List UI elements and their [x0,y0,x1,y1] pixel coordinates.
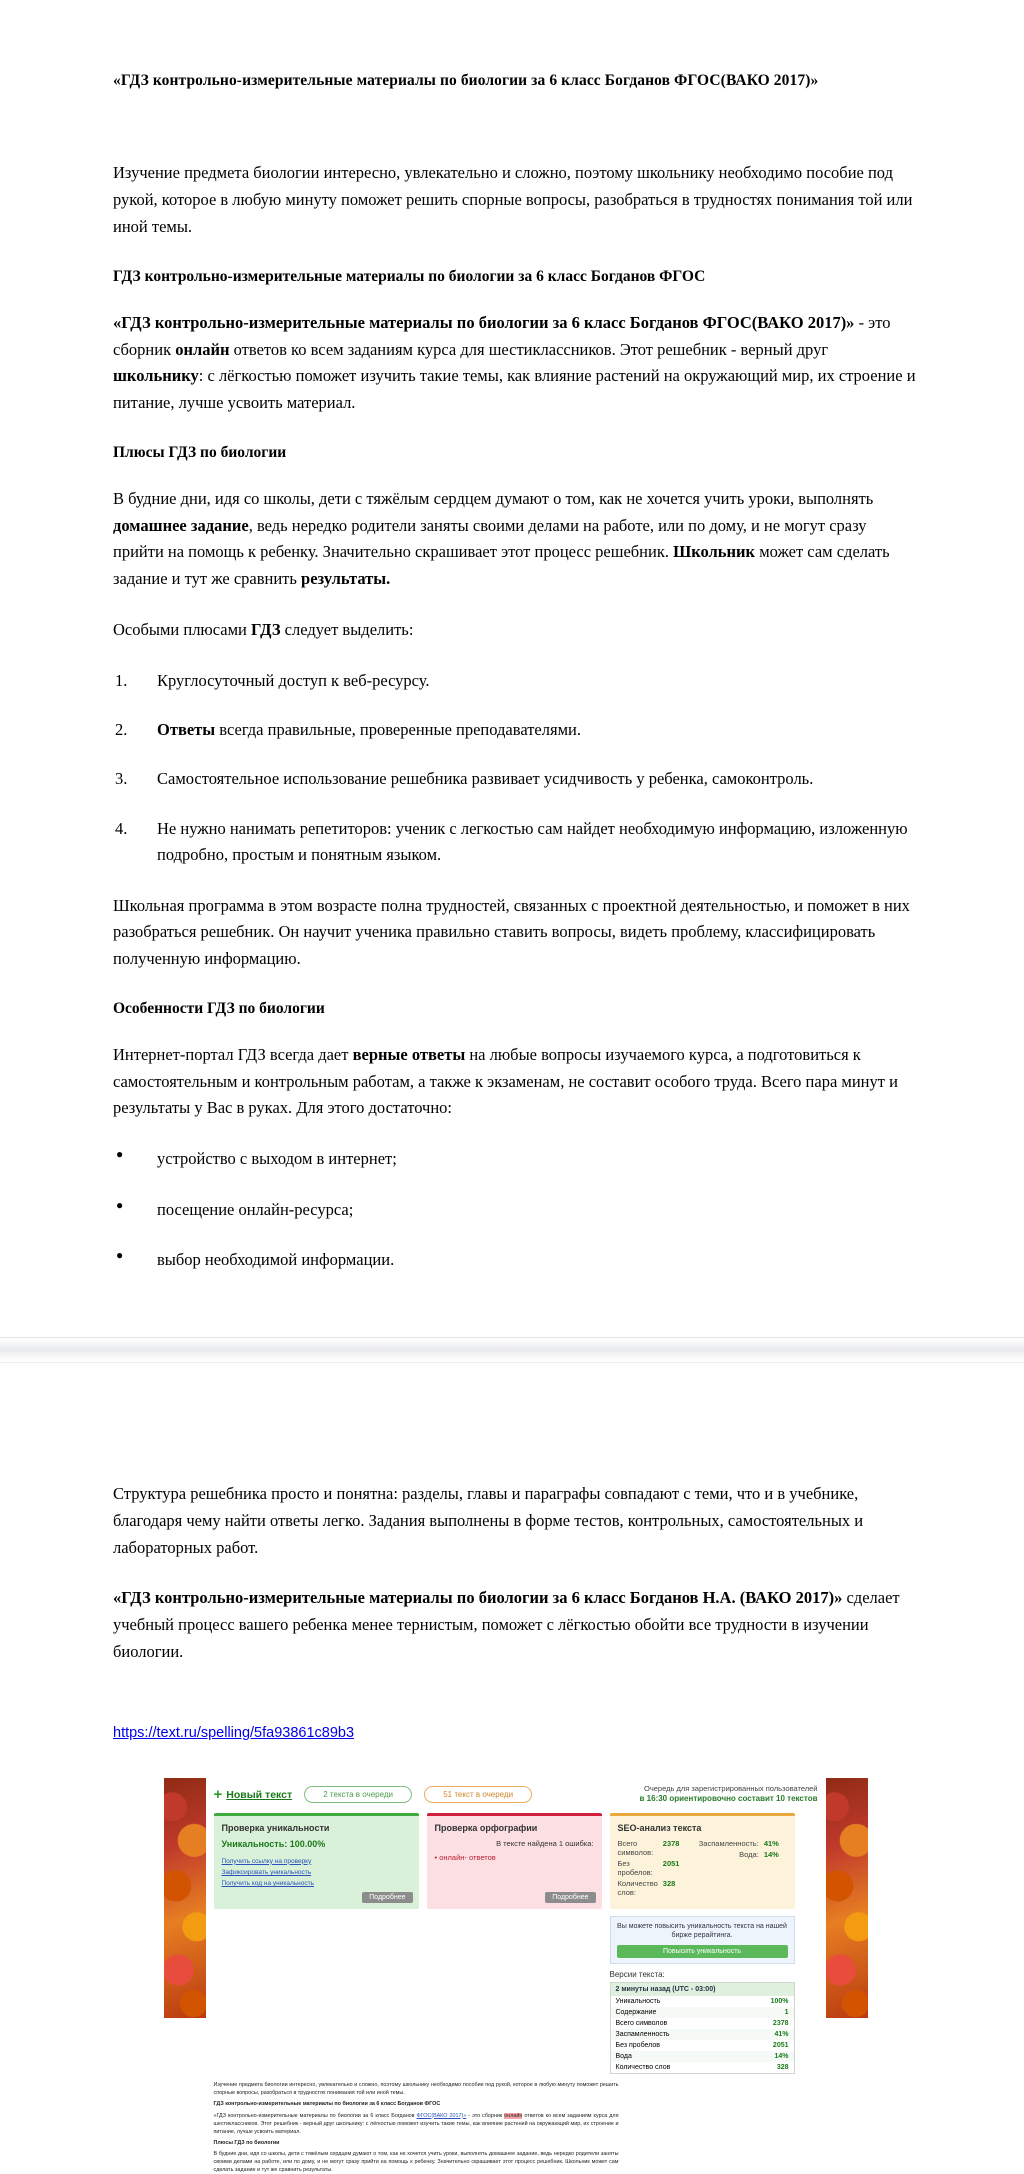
seo-stats-col-2 [699,1839,790,1899]
paragraph-2-bold-1: «ГДЗ контрольно-измерительные материалы по биологии за 6 класс Богданов ФГОС(ВАКО 2017)» [113,312,855,332]
uniqueness-details-button[interactable]: Подробнее [362,1892,412,1903]
list-item: ● посещение онлайн-ресурса; [113,1197,918,1223]
spelling-error-text: онлайн- ответов [439,1852,496,1862]
queue-note-line-1: Очередь для зарегистрированных пользователей [644,1784,818,1794]
paragraph-2-text-1: - это сборник [113,312,891,359]
paragraph-5-text-1: Интернет-портал ГДЗ всегда дает [113,1044,353,1064]
new-text-button[interactable] [214,1787,293,1802]
result-cards [214,1813,818,2075]
paragraph-7-bold: «ГДЗ контрольно-измерительные материалы по биологии за 6 класс Богданов Н.А. (ВАКО 2017)» [113,1588,843,1608]
version-key: Уникальность [615,1998,661,2006]
queue-note-line-2: в 16:30 ориентировочно составит 10 текстов [639,1794,818,1804]
seo-key: Заспамленность: [698,1838,759,1848]
list-item-text: всегда правильные, проверенные преподавателями. [215,719,581,739]
paragraph-5 [113,1042,918,1122]
list-item [113,668,918,694]
seo-key: Вода: [739,1849,759,1859]
seo-key: Всего символов: [617,1838,654,1857]
list-item [113,766,918,792]
version-key: Вода [615,2053,632,2061]
preview-paragraph-3 [214,2112,619,2136]
autumn-leaves-decoration-right [826,1778,868,2018]
paragraph-3 [113,486,918,593]
document-page-2 [0,1363,1024,2174]
version-row [611,2040,794,2051]
seo-row [618,1859,689,1877]
paragraph-2-bold-2: онлайн [175,339,230,359]
seo-row [699,1839,790,1848]
uniqueness-card-title: Проверка уникальности [221,1822,330,1833]
section-heading-1: ГДЗ контрольно-измерительные материалы по биологии за 6 класс Богданов ФГОС [113,267,706,285]
section-heading-2: Плюсы ГДЗ по биологии [113,443,287,461]
spelling-card [427,1813,602,1909]
list-item [113,816,918,869]
list-item: ● устройство с выходом в интернет; [113,1146,918,1172]
seo-row [618,1879,689,1897]
paragraph-3-text-1: В будние дни, идя со школы, дети с тяжёлым сердцем думают о том, как не хочется учить уроки, выполнять [113,489,874,508]
seo-value: 2051 [662,1858,680,1868]
paragraph-3-bold-1: домашнее задание [113,515,249,535]
new-text-label: Новый текст [226,1788,293,1801]
uniqueness-value-row [222,1839,411,1849]
rewrite-promo [610,1916,795,1965]
screenshot-toolbar [214,1784,818,1806]
document-preview-text [214,2081,625,2174]
list-item-text: Самостоятельное использование решебника развивает усидчивость у ребенка, самоконтроль. [157,769,814,789]
preview-p3-c: ответов ко всем заданиям курса для шестиклассников. Этот решебник - верный друг школьнику: с лёгкостью поможет изучить такие темы, как влияние растений на окружающий мир, их строение и питание, лучше усвоить материал. [213,2112,619,2135]
page-break-divider [0,1337,1024,1363]
spelling-card-title: Проверка орфографии [434,1822,538,1833]
seo-card-title: SEO-анализ текста [617,1822,702,1833]
version-value: 328 [776,2064,789,2072]
paragraph-3-bold-2: Школьник [673,542,756,562]
preview-p3-link[interactable]: ФГОС(ВАКО 2017)» [416,2112,467,2119]
preview-p3-a: «ГДЗ контрольно-измерительные материалы по биологии за 6 класс Богданов [213,2112,417,2119]
version-row [611,2007,794,2018]
paragraph-7-text: сделает учебный процесс вашего ребенка менее тернистым, поможет с лёгкостью обойти все трудности в изучении биологии. [113,1588,900,1661]
version-value: 41% [774,2031,789,2039]
version-value: 100% [770,1998,789,2006]
source-link[interactable]: https://text.ru/spelling/5fa93861c89b3 [113,1724,355,1741]
increase-uniqueness-button[interactable]: Повысить уникальность [617,1945,788,1958]
uniqueness-value: 100.00% [289,1838,326,1849]
queue-note [640,1784,818,1805]
get-uniqueness-code-link[interactable]: Получить код на уникальность [221,1880,314,1888]
uniqueness-card-links [222,1856,411,1890]
preview-paragraph-5: В будние дни, идя со школы, дети с тяжёлым сердцем думают о том, как не хочется учить уроки, выполнять домашнее задание, ведь нередко родители заняты своими делами на работе, или по дому, и не могут сразу прийти на помощь к ребенку. Значительно скрашивает этот процесс решебник. Школьник может сам сделать задание и тут же сравнить результаты. [213,2150,619,2174]
seo-value: 328 [662,1878,676,1888]
paragraph-3-text-2: , ведь нередко родители заняты своими делами на работе, или по дому, и не могут сразу прийти на помощь к ребенку. Значительно скрашивает этот процесс решебник. [113,515,867,562]
preview-heading: ГДЗ контрольно-измерительные материалы по биологии за 6 класс Богданов ФГОС [213,2101,441,2108]
seo-key: Без пробелов: [617,1858,653,1877]
version-value: 2378 [772,2020,789,2028]
version-row [611,2018,794,2029]
seo-value: 41% [763,1838,779,1848]
page-title: «ГДЗ контрольно-измерительные материалы по биологии за 6 класс Богданов ФГОС(ВАКО 2017)» [113,72,819,89]
versions-title: Версии текста: [609,1970,665,1980]
seo-row [699,1850,790,1859]
seo-value: 2378 [662,1838,680,1848]
paragraph-2-text-3: : с лёгкостью поможет изучить такие темы, как влияние растений на окружающий мир, их строение и питание, лучше усвоить материал. [113,366,916,413]
lead-in-bold: ГДЗ [251,619,281,639]
textru-result-screenshot [164,1778,868,2174]
seo-row [618,1839,689,1857]
intro-paragraph: Изучение предмета биологии интересно, увлекательно и сложно, поэтому школьнику необходимо пособие под рукой, которое в любую минуту поможет решить спорные вопросы, разобраться в трудностях понимания той или иной темы. [113,163,913,236]
seo-value: 14% [763,1849,779,1859]
seo-stats-col-1 [618,1839,689,1899]
spelling-details-button[interactable]: Подробнее [545,1892,595,1903]
paragraph-4: Школьная программа в этом возрасте полна трудностей, связанных с проектной деятельностью, и поможет в них разобраться решебник. Он научит ученика правильно ставить вопросы, видеть проблему, классифицировать полученную информацию. [113,895,910,968]
version-value: 1 [784,2009,789,2017]
seo-column [610,1813,795,2075]
version-key: Количество слов [615,2064,671,2072]
list-item [113,717,918,743]
preview-p3-highlight: онлайн [504,2112,523,2119]
seo-stats-grid [618,1839,787,1899]
autumn-leaves-decoration-left [164,1778,206,2018]
seo-key: Количество слов: [617,1878,658,1897]
queue-badge-green: 2 текста в очереди [304,1786,412,1803]
source-link-wrapper [113,1724,918,1742]
versions-box [610,1982,795,2074]
spelling-error-note: В тексте найдена 1 ошибка: [496,1838,594,1848]
version-key: Содержание [615,2009,657,2017]
preview-heading-2: Плюсы ГДЗ по биологии [213,2139,280,2146]
paragraph-2-bold-3: школьнику [113,366,199,386]
version-value: 14% [774,2053,789,2061]
list-lead-in [113,617,918,644]
list-item-text: Не нужно нанимать репетиторов: ученик с легкостью сам найдет необходимую информацию, изложенную подробно, простым и понятным языком. [157,818,908,865]
lead-in-text-1: Особыми плюсами [113,619,252,639]
uniqueness-card [214,1813,419,1909]
version-row [611,2029,794,2040]
rewrite-promo-text: Вы можете повысить уникальность текста на нашей бирже рерайтинга. [617,1922,787,1940]
paragraph-2-text-2: ответов ко всем заданиям курса для шестиклассников. Этот решебник - верный друг [229,339,829,359]
queue-badge-orange: 51 текст в очереди [424,1786,532,1803]
preview-p3-b: - это сборник [466,2112,505,2119]
preview-paragraph-1: Изучение предмета биологии интересно, увлекательно и сложно, поэтому школьнику необходимо пособие под рукой, которое в любую минуту поможет решить спорные вопросы, разобраться в трудностях понимания той или иной темы. [213,2082,619,2097]
paragraph-6: Структура решебника просто и понятна: разделы, главы и параграфы совпадают с теми, что и в учебнике, благодаря чему найти ответы легко. Задания выполнены в форме тестов, контрольных, самостоятельных и лабораторных работ. [113,1484,864,1557]
fix-uniqueness-link[interactable]: Зафиксировать уникальность [221,1868,312,1876]
uniqueness-value-label: Уникальность: [221,1838,288,1849]
paragraph-3-text-3: может сам сделать задание и тут же сравнить [113,542,890,589]
seo-card [610,1813,795,1909]
version-key: Всего символов [615,2020,668,2028]
version-row [611,2062,794,2073]
numbered-list [113,668,918,869]
paragraph-7 [113,1585,918,1665]
plus-icon: + [213,1786,223,1804]
paragraph-3-bold-3: результаты. [301,569,391,589]
screenshot-body [206,1778,826,2174]
paragraph-5-bold-1: верные ответы [352,1044,466,1064]
spelling-error-item: • онлайн- ответов [434,1852,496,1862]
get-check-link[interactable]: Получить ссылку на проверку [221,1857,312,1865]
version-value: 2051 [772,2042,789,2050]
list-item: ● выбор необходимой информации. [113,1247,918,1273]
version-row [611,2051,794,2062]
versions-header: 2 минуты назад (UTC - 03:00) [611,1983,794,1996]
list-item-text: Круглосуточный доступ к веб-ресурсу. [157,670,430,690]
paragraph-2 [113,310,918,417]
paragraph-5-text-2: на любые вопросы изучаемого курса, а подготовиться к самостоятельным и контрольным работам, а также к экзаменам, не составит особого труда. Всего пара минут и результаты у Вас в руках. Для этого достаточно: [113,1044,898,1118]
version-key: Без пробелов [615,2042,660,2050]
section-heading-3: Особенности ГДЗ по биологии [113,999,325,1017]
page-2-content [0,1363,1024,2174]
list-item-bold: Ответы [157,719,216,739]
lead-in-text-2: следует выделить: [280,619,414,639]
version-row [611,1996,794,2007]
bullet-list [113,1146,918,1273]
version-key: Заспамленность [615,2031,670,2039]
